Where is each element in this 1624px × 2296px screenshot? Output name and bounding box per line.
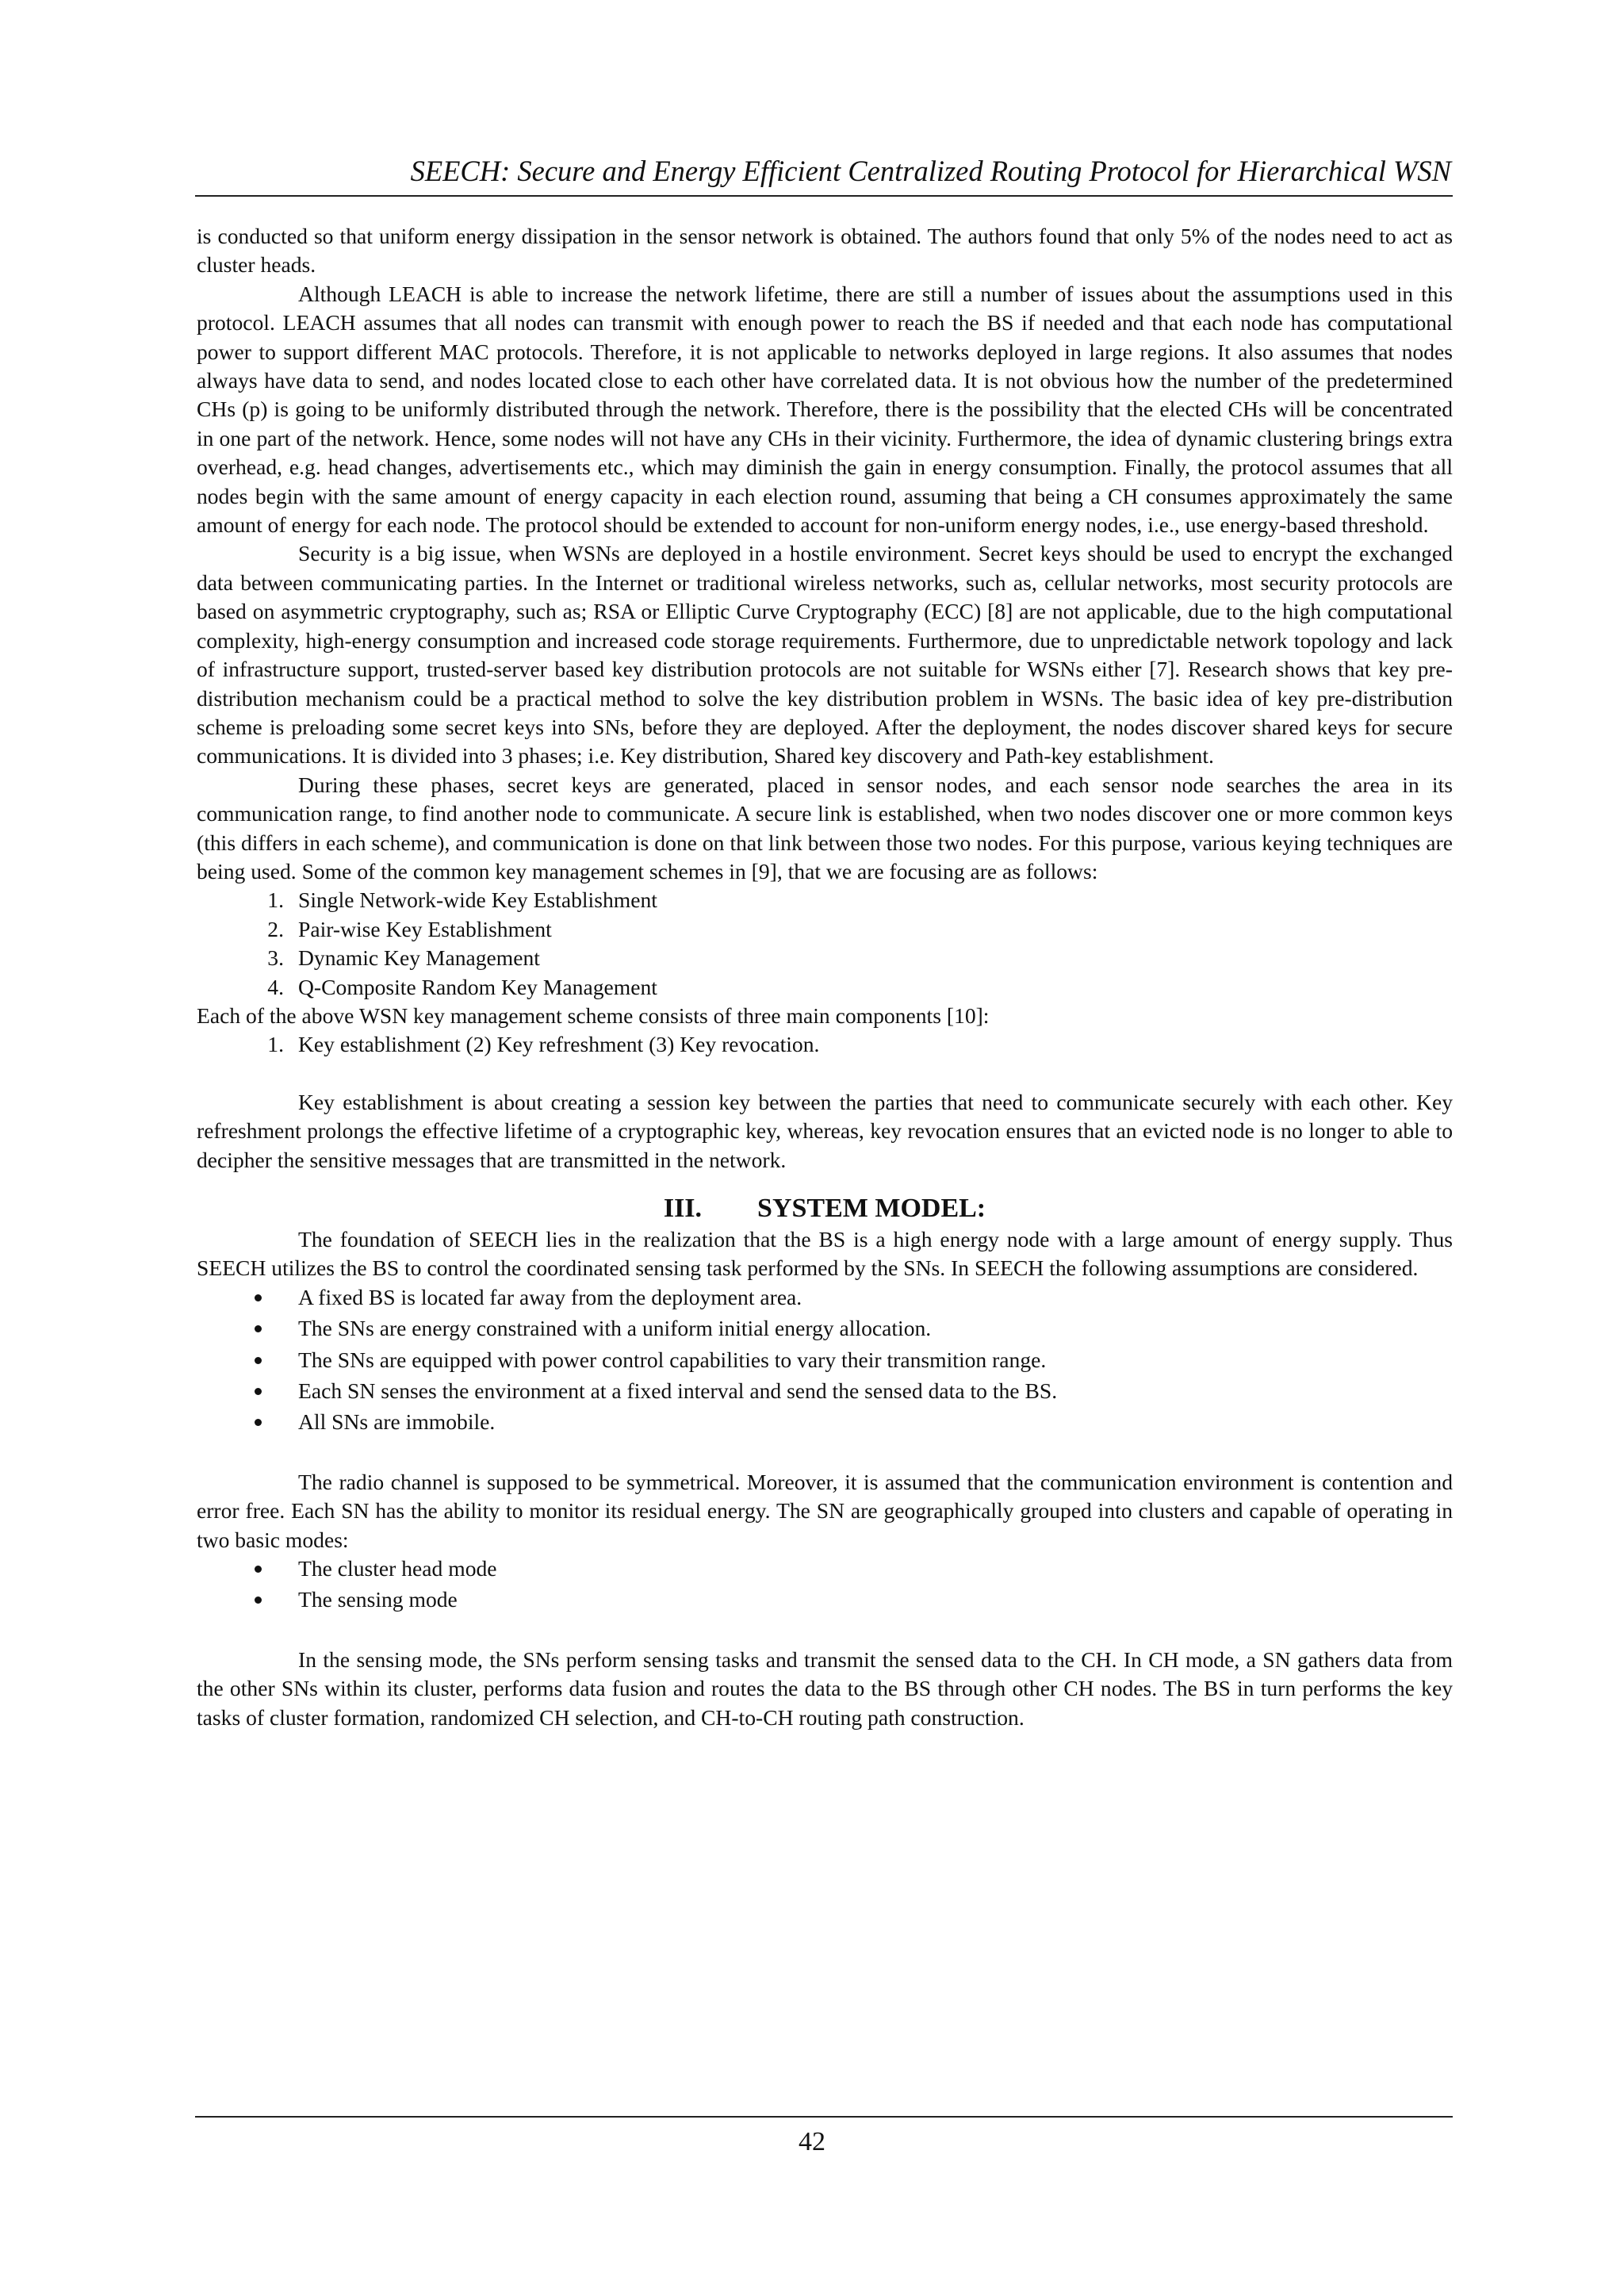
list-item-number: 3. — [267, 945, 284, 971]
paragraph-3: Security is a big issue, when WSNs are deployed in a hostile environment. Secret keys should be used to encrypt the exchanged data between communicating parties. In the Internet or traditional wireless networks, such as, cellular networks, most security protocols are based on asymmetric cryptography, such as; RSA or Elliptic Curve Cryptography (ECC) [8] are not applicable, due to the high computational complexity, high-energy consumption and increased code storage requirements. Furthermore, due to unpredictable network topology and lack of infrastructure support, trusted-server based key distribution protocols are not suitable for WSNs either [7]. Research shows that key pre-distribution mechanism could be a practical method to solve the key distribution problem in WSNs. The basic idea of key pre-distribution scheme is preloading some secret keys into SNs, before they are deployed. After the deployment, the nodes discover shared keys for secure communications. It is divided into 3 phases; i.e. Key distribution, Shared key discovery and Path-key establishment. — [197, 541, 1453, 769]
mode-list — [197, 1554, 1453, 1615]
running-title: SEECH: Secure and Energy Efficient Centralized Routing Protocol for Hierarchical WSN — [410, 155, 1451, 187]
list-item — [197, 973, 1453, 1002]
list-item-text: The cluster head mode — [298, 1556, 497, 1581]
bullet-icon — [255, 1419, 262, 1426]
assumption-list — [197, 1283, 1453, 1437]
header-rule — [195, 195, 1453, 197]
bullet-icon — [255, 1294, 262, 1301]
page-body — [197, 222, 1453, 1732]
section-title: SYSTEM MODEL: — [757, 1194, 986, 1223]
list-item-number: 1. — [267, 887, 284, 913]
bullet-icon — [255, 1388, 262, 1395]
list-item-text: The SNs are equipped with power control capabilities to vary their transmition range. — [298, 1347, 1047, 1372]
list-item — [197, 944, 1453, 972]
list-item-text: All SNs are immobile. — [298, 1409, 496, 1435]
list-item — [197, 1554, 1453, 1583]
paragraph-6: Key establishment is about creating a session key between the parties that need to communicate securely with each other. Key refreshment prolongs the effective lifetime of a cryptographic key, whereas, key revocation ensures that an evicted node is no longer to able to decipher the sensitive messages that are transmitted in the network. — [197, 1089, 1453, 1172]
list-item-text: A fixed BS is located far away from the deployment area. — [298, 1284, 802, 1309]
list-item — [197, 1030, 1453, 1059]
list-item — [197, 1283, 1453, 1312]
list-item-number: 4. — [267, 974, 284, 999]
component-list — [197, 1030, 1453, 1059]
footer-rule — [195, 2116, 1453, 2118]
spacer — [197, 1617, 1453, 1646]
list-item-number: 1. — [267, 1032, 284, 1057]
paragraph-1: is conducted so that uniform energy dissipation in the sensor network is obtained. The authors found that only 5% of the nodes need to act as cluster heads. — [197, 224, 1453, 278]
paragraph-5: Each of the above WSN key management scheme consists of three main components [10]: — [197, 1002, 990, 1028]
section-number: III. — [663, 1194, 703, 1223]
spacer — [197, 1060, 1453, 1088]
list-item — [197, 1408, 1453, 1436]
list-item — [197, 1585, 1453, 1614]
list-item-text: Q-Composite Random Key Management — [298, 974, 657, 999]
paragraph-4: During these phases, secret keys are generated, placed in sensor nodes, and each sensor node searches the area in its communication range, to find another node to communicate. A secure link is established, when two nodes discover one or more common keys (this differs in each scheme), and communication is done on that link between those two nodes. For this purpose, various keying techniques are being used. Some of the common key management schemes in [9], that we are focusing are as follows: — [197, 772, 1453, 884]
list-item-text: The sensing mode — [298, 1587, 458, 1612]
paragraph-9: In the sensing mode, the SNs perform sensing tasks and transmit the sensed data to the CH. In CH mode, a SN gathers data from the other SNs within its cluster, performs data fusion and routes the data to the BS through other CH nodes. The BS in turn performs the key tasks of cluster formation, randomized CH selection, and CH-to-CH routing path construction. — [197, 1646, 1453, 1730]
bullet-icon — [255, 1357, 262, 1364]
paragraph-7: The foundation of SEECH lies in the realization that the BS is a high energy node with a large amount of energy supply. Thus SEECH utilizes the BS to control the coordinated sensing task performed by the SNs. In SEECH the following assumptions are considered. — [197, 1227, 1453, 1281]
list-item — [197, 1377, 1453, 1405]
list-item — [197, 886, 1453, 914]
list-item-text: Pair-wise Key Establishment — [298, 916, 552, 941]
list-item-text: Single Network-wide Key Establishment — [298, 887, 657, 913]
list-item-text: Each SN senses the environment at a fixed interval and send the sensed data to the BS. — [298, 1378, 1058, 1404]
paragraph-2: Although LEACH is able to increase the network lifetime, there are still a number of issues about the assumptions used in this protocol. LEACH assumes that all nodes can transmit with enough power to reach the BS if needed and that each node has computational power to support different MAC protocols. Therefore, it is not applicable to networks deployed in large regions. It also assumes that nodes always have data to send, and nodes located close to each other have correlated data. It is not obvious how the number of the predetermined CHs (p) is going to be uniformly distributed through the network. Therefore, there is the possibility that the elected CHs will be concentrated in one part of the network. Hence, some nodes will not have any CHs in their vicinity. Furthermore, the idea of dynamic clustering brings extra overhead, e.g. head changes, advertisements etc., which may diminish the gain in energy consumption. Finally, the protocol assumes that all nodes begin with the same amount of energy capacity in each election round, assuming that being a CH consumes approximately the same amount of energy for each node. The protocol should be extended to account for non-uniform energy nodes, i.e., use energy-based threshold. — [197, 281, 1453, 538]
list-item-text: Key establishment (2) Key refreshment (3) Key revocation. — [298, 1032, 820, 1057]
list-item-text: Dynamic Key Management — [298, 945, 540, 971]
spacer — [197, 1439, 1453, 1468]
list-item — [197, 915, 1453, 944]
list-item-number: 2. — [267, 916, 284, 941]
list-item-text: The SNs are energy constrained with a uniform initial energy allocation. — [298, 1316, 932, 1341]
page-number: 42 — [799, 2127, 825, 2156]
section-heading — [197, 1192, 1453, 1225]
list-item — [197, 1346, 1453, 1374]
bullet-icon — [255, 1596, 262, 1604]
bullet-icon — [255, 1566, 262, 1573]
list-item — [197, 1314, 1453, 1343]
bullet-icon — [255, 1325, 262, 1332]
key-scheme-list — [197, 886, 1453, 1002]
paragraph-8: The radio channel is supposed to be symmetrical. Moreover, it is assumed that the communication environment is contention and error free. Each SN has the ability to monitor its residual energy. The SN are geographically grouped into clusters and capable of operating in two basic modes: — [197, 1469, 1453, 1552]
